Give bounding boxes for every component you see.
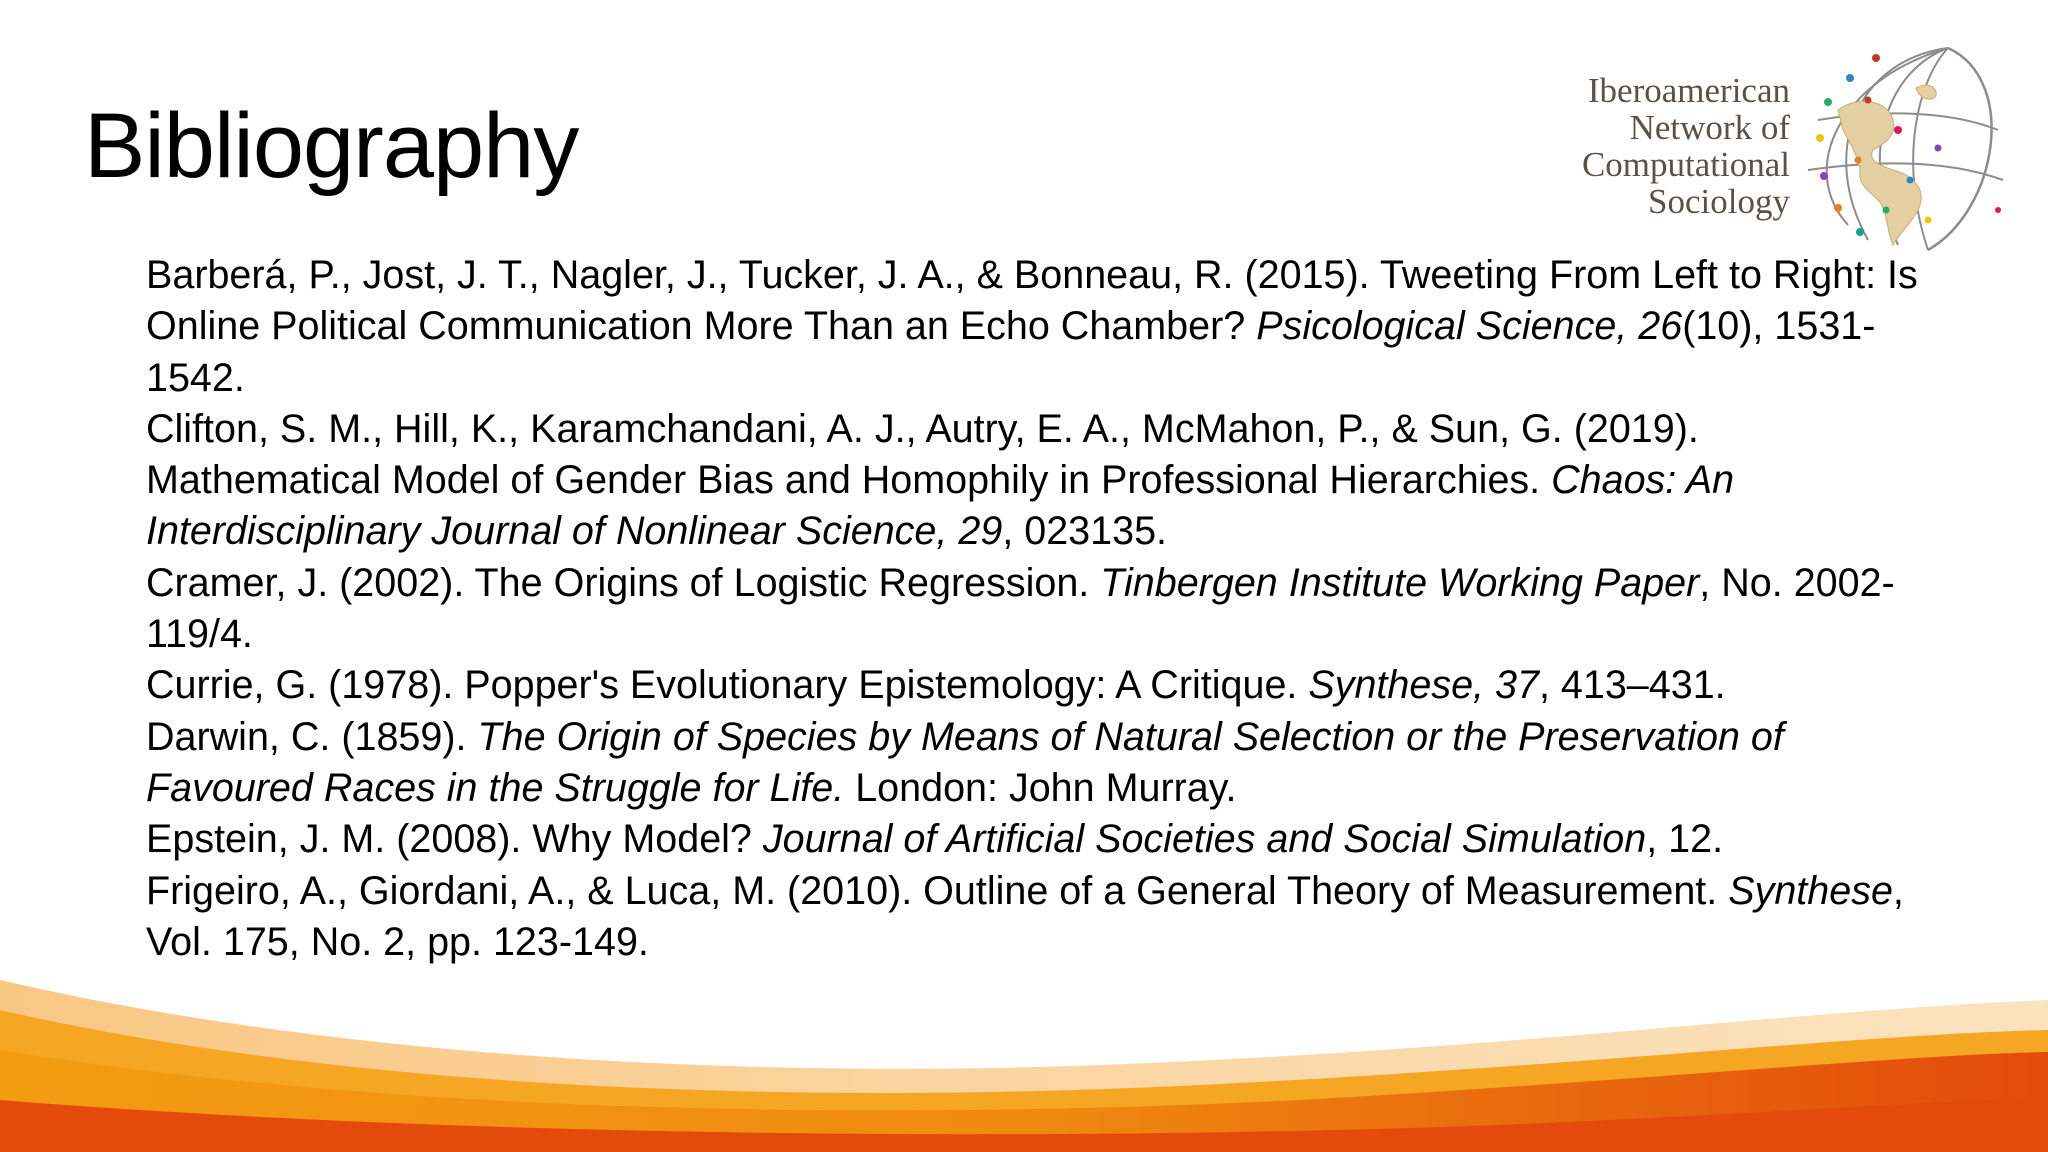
reference-source: Synthese [1728,868,1893,913]
reference-entry: Clifton, S. M., Hill, K., Karamchandani, A. J., Autry, E. A., McMahon, P., & Sun, G. (2019). Mathematical Model of Gender Bias and Homophily in Professional Hierarchies. Chaos: An Interdisciplinary Journal of Nonlinear Science, 29, 023135. [146,406,1735,554]
logo-line-2: Network of [1629,108,1790,147]
reference-entry: Currie, G. (1978). Popper's Evolutionary Epistemology: A Critique. Synthese, 37, 413–431. [146,663,1726,708]
decorative-wave [0,940,2048,1152]
logo-line-3: Computational [1581,145,1790,184]
logo-line-1: Iberoamerican [1587,71,1790,110]
reference-entry: Barberá, P., Jost, J. T., Nagler, J., Tucker, J. A., & Bonneau, R. (2015). Tweeting From Left to Right: Is Online Political Communication More Than an Echo Chamber? Psicological Science, 26(10), 1531-1542. [146,253,1918,400]
reference-entry: Epstein, J. M. (2008). Why Model? Journal of Artificial Societies and Social Simulation, 12. [146,817,1724,862]
slide-title: Bibliography [84,95,579,197]
reference-source: Synthese, 37 [1308,663,1539,708]
reference-entry: Frigeiro, A., Giordani, A., & Luca, M. (2010). Outline of a General Theory of Measurement. Synthese, Vol. 175, No. 2, pp. 123-149. [146,868,1904,964]
reference-source: The Origin of Species by Means of Natural Selection or the Preservation of Favoured Races in the Struggle for Life. [146,714,1784,810]
bibliography-list [146,250,1936,968]
reference-entry: Darwin, C. (1859). The Origin of Species by Means of Natural Selection or the Preservation of Favoured Races in the Struggle for Life. London: John Murray. [146,714,1784,810]
logo-wordmark [1530,72,1790,220]
reference-source: Journal of Artificial Societies and Social Simulation [762,817,1647,862]
reference-source: Tinbergen Institute Working Paper [1100,560,1700,605]
network-logo [1530,40,2010,260]
reference-entry: Cramer, J. (2002). The Origins of Logistic Regression. Tinbergen Institute Working Paper, No. 2002-119/4. [146,560,1895,657]
globe-icon [1798,40,2010,260]
logo-line-4: Sociology [1648,182,1790,221]
reference-source: Psicological Science, 26 [1256,304,1683,349]
reference-source: Chaos: An Interdisciplinary Journal of Nonlinear Science, 29 [146,458,1735,554]
